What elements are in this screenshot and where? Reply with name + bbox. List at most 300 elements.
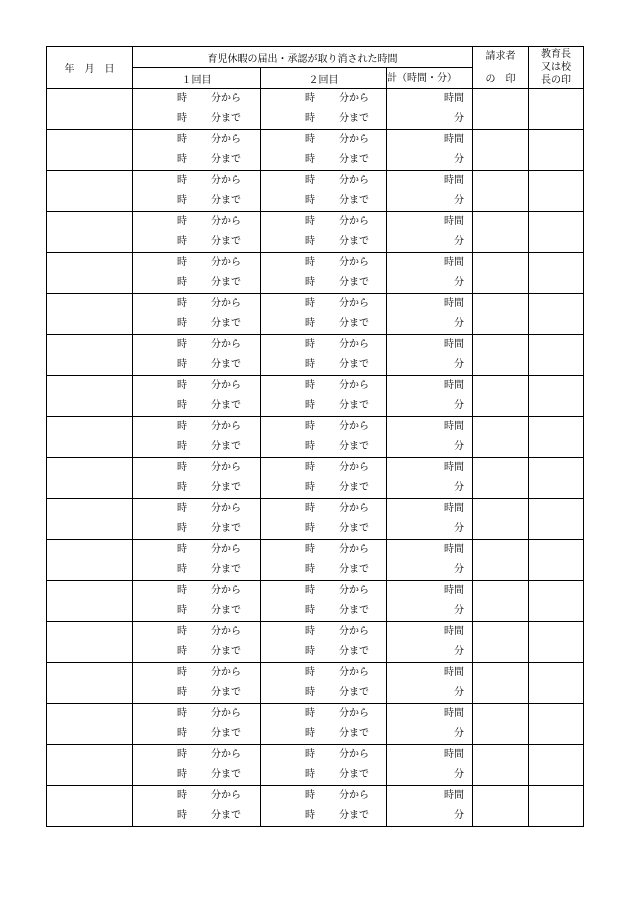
hours-line [387, 253, 472, 273]
minutes-line [387, 642, 472, 662]
hour-label: 時 [177, 339, 187, 350]
until-label: 分まで [211, 400, 241, 411]
hour-label: 時 [305, 708, 315, 719]
entry-row [47, 376, 584, 417]
hour-label: 時 [177, 277, 187, 288]
from-label: 分から [211, 462, 241, 473]
hours-label: 時間 [444, 216, 465, 227]
minutes-line [387, 683, 472, 703]
second-time-header: ２回目 [261, 68, 387, 89]
hour-label: 時 [177, 667, 187, 678]
from-label: 分から [211, 544, 241, 555]
first-time-cell[interactable] [133, 581, 261, 622]
hour-label: 時 [305, 564, 315, 575]
minutes-label: 分 [454, 441, 465, 452]
total-cell[interactable] [387, 130, 473, 171]
principal-seal-cell[interactable] [529, 458, 584, 499]
second-time-cell[interactable] [261, 786, 387, 827]
until-label: 分まで [211, 810, 241, 821]
total-cell[interactable] [387, 417, 473, 458]
minutes-label: 分 [454, 400, 465, 411]
hour-label: 時 [177, 257, 187, 268]
minutes-label: 分 [454, 810, 465, 821]
hour-label: 時 [177, 523, 187, 534]
until-label: 分まで [211, 523, 241, 534]
requester-seal-cell[interactable] [473, 458, 529, 499]
second-time-cell[interactable] [261, 417, 387, 458]
principal-seal-cell[interactable] [529, 294, 584, 335]
hour-label: 時 [177, 318, 187, 329]
second-time-cell[interactable] [261, 171, 387, 212]
hours-line [387, 458, 472, 478]
date-cell[interactable] [47, 89, 133, 130]
principal-seal-cell[interactable] [529, 417, 584, 458]
from-label: 分から [211, 708, 241, 719]
requester-seal-cell[interactable] [473, 89, 529, 130]
minutes-line [387, 765, 472, 785]
hour-label: 時 [177, 134, 187, 145]
hour-label: 時 [177, 503, 187, 514]
end-line [261, 396, 386, 416]
from-label: 分から [211, 93, 241, 104]
requester-seal-cell[interactable] [473, 417, 529, 458]
end-line [261, 232, 386, 252]
hour-label: 時 [177, 195, 187, 206]
second-time-cell[interactable] [261, 376, 387, 417]
from-label: 分から [339, 421, 369, 432]
date-cell[interactable] [47, 253, 133, 294]
from-label: 分から [211, 421, 241, 432]
hours-line [387, 294, 472, 314]
hour-label: 時 [177, 236, 187, 247]
hour-label: 時 [177, 564, 187, 575]
start-line [133, 540, 260, 560]
hours-line [387, 89, 472, 109]
end-line [261, 642, 386, 662]
date-cell[interactable] [47, 458, 133, 499]
total-cell[interactable] [387, 253, 473, 294]
hours-label: 時間 [444, 175, 465, 186]
minutes-line [387, 355, 472, 375]
minutes-line [387, 437, 472, 457]
entry-row [47, 581, 584, 622]
start-line [133, 581, 260, 601]
end-line [133, 109, 260, 129]
until-label: 分まで [339, 359, 369, 370]
start-line [261, 212, 386, 232]
second-time-cell[interactable] [261, 458, 387, 499]
date-cell[interactable] [47, 212, 133, 253]
first-time-cell[interactable] [133, 294, 261, 335]
hour-label: 時 [305, 134, 315, 145]
end-line [133, 765, 260, 785]
start-line [261, 499, 386, 519]
date-cell[interactable] [47, 581, 133, 622]
end-line [133, 355, 260, 375]
minutes-label: 分 [454, 564, 465, 575]
end-line [261, 314, 386, 334]
from-label: 分から [339, 626, 369, 637]
total-cell[interactable] [387, 704, 473, 745]
hour-label: 時 [177, 93, 187, 104]
total-cell[interactable] [387, 294, 473, 335]
hour-label: 時 [177, 462, 187, 473]
until-label: 分まで [211, 441, 241, 452]
total-cell[interactable] [387, 376, 473, 417]
minutes-label: 分 [454, 277, 465, 288]
principal-seal-cell[interactable] [529, 171, 584, 212]
hours-label: 時間 [444, 667, 465, 678]
principal-seal-cell[interactable] [529, 581, 584, 622]
minutes-label: 分 [454, 769, 465, 780]
date-cell[interactable] [47, 786, 133, 827]
hour-label: 時 [177, 728, 187, 739]
hours-label: 時間 [444, 134, 465, 145]
from-label: 分から [211, 503, 241, 514]
date-cell[interactable] [47, 376, 133, 417]
requester-seal-cell[interactable] [473, 581, 529, 622]
requester-seal-cell[interactable] [473, 130, 529, 171]
minutes-line [387, 150, 472, 170]
requester-seal-cell[interactable] [473, 540, 529, 581]
requester-seal-cell[interactable] [473, 622, 529, 663]
start-line [261, 417, 386, 437]
hour-label: 時 [305, 667, 315, 678]
second-time-cell[interactable] [261, 540, 387, 581]
first-time-cell[interactable] [133, 171, 261, 212]
end-line [261, 765, 386, 785]
hour-label: 時 [305, 605, 315, 616]
start-line [133, 499, 260, 519]
end-line [133, 273, 260, 293]
hour-label: 時 [177, 769, 187, 780]
second-time-cell[interactable] [261, 745, 387, 786]
first-time-cell[interactable] [133, 212, 261, 253]
requester-seal-cell[interactable] [473, 212, 529, 253]
requester-seal-cell[interactable] [473, 253, 529, 294]
from-label: 分から [339, 462, 369, 473]
start-line [133, 458, 260, 478]
hour-label: 時 [305, 154, 315, 165]
principal-seal-cell[interactable] [529, 704, 584, 745]
until-label: 分まで [211, 646, 241, 657]
start-line [261, 253, 386, 273]
end-line [261, 724, 386, 744]
first-time-cell[interactable] [133, 786, 261, 827]
until-label: 分まで [339, 400, 369, 411]
requester-seal-cell[interactable] [473, 745, 529, 786]
start-line [261, 130, 386, 150]
hours-label: 時間 [444, 503, 465, 514]
minutes-line [387, 724, 472, 744]
until-label: 分まで [339, 769, 369, 780]
start-line [133, 171, 260, 191]
hours-line [387, 376, 472, 396]
end-line [261, 109, 386, 129]
date-cell[interactable] [47, 745, 133, 786]
until-label: 分まで [339, 605, 369, 616]
hours-line [387, 704, 472, 724]
until-label: 分まで [211, 482, 241, 493]
principal-seal-cell[interactable] [529, 253, 584, 294]
hours-label: 時間 [444, 339, 465, 350]
first-time-cell[interactable] [133, 622, 261, 663]
principal-seal-cell[interactable] [529, 786, 584, 827]
start-line [261, 540, 386, 560]
hour-label: 時 [177, 216, 187, 227]
hour-label: 時 [177, 708, 187, 719]
until-label: 分まで [211, 564, 241, 575]
hour-label: 時 [305, 236, 315, 247]
second-time-cell[interactable] [261, 581, 387, 622]
end-line [261, 560, 386, 580]
minutes-line [387, 109, 472, 129]
end-line [261, 806, 386, 826]
minutes-label: 分 [454, 154, 465, 165]
first-time-cell[interactable] [133, 458, 261, 499]
entry-row [47, 458, 584, 499]
start-line [133, 335, 260, 355]
from-label: 分から [339, 93, 369, 104]
principal-seal-cell[interactable] [529, 499, 584, 540]
second-time-cell[interactable] [261, 335, 387, 376]
end-line [133, 232, 260, 252]
second-time-cell[interactable] [261, 130, 387, 171]
requester-seal-cell[interactable] [473, 335, 529, 376]
until-label: 分まで [339, 318, 369, 329]
end-line [133, 519, 260, 539]
minutes-label: 分 [454, 113, 465, 124]
date-cell[interactable] [47, 499, 133, 540]
requester-seal-cell[interactable] [473, 376, 529, 417]
start-line [133, 417, 260, 437]
requester-seal-cell[interactable] [473, 294, 529, 335]
first-time-cell[interactable] [133, 417, 261, 458]
until-label: 分まで [211, 687, 241, 698]
second-time-cell[interactable] [261, 294, 387, 335]
principal-seal-cell[interactable] [529, 130, 584, 171]
date-cell[interactable] [47, 704, 133, 745]
hours-label: 時間 [444, 462, 465, 473]
end-line [133, 396, 260, 416]
total-cell[interactable] [387, 89, 473, 130]
date-cell[interactable] [47, 171, 133, 212]
first-time-cell[interactable] [133, 335, 261, 376]
from-label: 分から [211, 175, 241, 186]
total-cell[interactable] [387, 745, 473, 786]
date-cell[interactable] [47, 663, 133, 704]
start-line [261, 294, 386, 314]
from-label: 分から [211, 790, 241, 801]
end-line [133, 683, 260, 703]
hours-line [387, 417, 472, 437]
entry-row [47, 212, 584, 253]
first-time-cell[interactable] [133, 253, 261, 294]
second-time-cell[interactable] [261, 89, 387, 130]
date-cell[interactable] [47, 417, 133, 458]
requester-seal-cell[interactable] [473, 499, 529, 540]
minutes-line [387, 191, 472, 211]
from-label: 分から [211, 380, 241, 391]
hour-label: 時 [305, 277, 315, 288]
start-line [261, 622, 386, 642]
from-label: 分から [339, 503, 369, 514]
date-cell[interactable] [47, 622, 133, 663]
hours-label: 時間 [444, 298, 465, 309]
hour-label: 時 [305, 626, 315, 637]
from-label: 分から [339, 544, 369, 555]
minutes-label: 分 [454, 523, 465, 534]
until-label: 分まで [211, 195, 241, 206]
first-time-cell[interactable] [133, 130, 261, 171]
minutes-label: 分 [454, 728, 465, 739]
total-cell[interactable] [387, 622, 473, 663]
end-line [261, 191, 386, 211]
date-header: 年 月 日 [47, 47, 133, 89]
until-label: 分まで [339, 154, 369, 165]
second-time-cell[interactable] [261, 704, 387, 745]
second-time-cell[interactable] [261, 212, 387, 253]
entry-rows [47, 89, 584, 827]
date-cell[interactable] [47, 130, 133, 171]
principal-label-3: 長の印 [541, 75, 572, 86]
total-cell[interactable] [387, 171, 473, 212]
hours-label: 時間 [444, 749, 465, 760]
total-cell[interactable] [387, 212, 473, 253]
start-line [261, 89, 386, 109]
second-time-cell[interactable] [261, 499, 387, 540]
entry-row [47, 253, 584, 294]
date-cell[interactable] [47, 540, 133, 581]
minutes-label: 分 [454, 236, 465, 247]
date-cell[interactable] [47, 294, 133, 335]
until-label: 分まで [339, 277, 369, 288]
hours-line [387, 130, 472, 150]
first-time-cell[interactable] [133, 704, 261, 745]
minutes-line [387, 560, 472, 580]
minutes-line [387, 601, 472, 621]
minutes-label: 分 [454, 687, 465, 698]
first-time-cell[interactable] [133, 745, 261, 786]
hour-label: 時 [305, 544, 315, 555]
from-label: 分から [211, 216, 241, 227]
requester-seal-cell[interactable] [473, 171, 529, 212]
start-line [261, 663, 386, 683]
start-line [261, 581, 386, 601]
first-time-cell[interactable] [133, 540, 261, 581]
requester-seal-cell[interactable] [473, 663, 529, 704]
hours-label: 時間 [444, 585, 465, 596]
principal-seal-cell[interactable] [529, 212, 584, 253]
total-cell[interactable] [387, 540, 473, 581]
first-time-cell[interactable] [133, 499, 261, 540]
minutes-line [387, 273, 472, 293]
total-cell[interactable] [387, 581, 473, 622]
hour-label: 時 [305, 687, 315, 698]
requester-seal-cell[interactable] [473, 704, 529, 745]
hours-line [387, 622, 472, 642]
from-label: 分から [339, 257, 369, 268]
until-label: 分まで [211, 277, 241, 288]
hour-label: 時 [305, 790, 315, 801]
principal-label-1: 教育長 [541, 49, 572, 60]
until-label: 分まで [211, 154, 241, 165]
hours-line [387, 581, 472, 601]
hours-label: 時間 [444, 790, 465, 801]
hours-label: 時間 [444, 93, 465, 104]
requester-label: 請求者 [485, 50, 516, 62]
hour-label: 時 [305, 257, 315, 268]
entry-row [47, 540, 584, 581]
hour-label: 時 [177, 646, 187, 657]
minutes-line [387, 478, 472, 498]
from-label: 分から [211, 749, 241, 760]
date-cell[interactable] [47, 335, 133, 376]
end-line [133, 191, 260, 211]
hour-label: 時 [305, 749, 315, 760]
total-cell[interactable] [387, 499, 473, 540]
first-time-cell[interactable] [133, 376, 261, 417]
hour-label: 時 [177, 113, 187, 124]
principal-seal-cell[interactable] [529, 89, 584, 130]
hour-label: 時 [305, 175, 315, 186]
end-line [261, 437, 386, 457]
hour-label: 時 [177, 359, 187, 370]
start-line [261, 458, 386, 478]
hour-label: 時 [177, 482, 187, 493]
start-line [133, 89, 260, 109]
principal-seal-cell[interactable] [529, 376, 584, 417]
hours-line [387, 335, 472, 355]
minutes-label: 分 [454, 359, 465, 370]
principal-seal-cell[interactable] [529, 540, 584, 581]
end-line [133, 437, 260, 457]
hours-label: 時間 [444, 257, 465, 268]
minutes-label: 分 [454, 318, 465, 329]
principal-seal-cell[interactable] [529, 622, 584, 663]
minutes-line [387, 232, 472, 252]
principal-seal-cell[interactable] [529, 335, 584, 376]
total-cell[interactable] [387, 335, 473, 376]
first-time-cell[interactable] [133, 89, 261, 130]
end-line [133, 560, 260, 580]
from-label: 分から [211, 339, 241, 350]
second-time-cell[interactable] [261, 622, 387, 663]
entry-row [47, 786, 584, 827]
first-time-cell[interactable] [133, 663, 261, 704]
hours-line [387, 212, 472, 232]
requester-seal-header [473, 47, 529, 89]
principal-seal-cell[interactable] [529, 745, 584, 786]
from-label: 分から [339, 339, 369, 350]
entry-row [47, 294, 584, 335]
hour-label: 時 [177, 626, 187, 637]
hours-label: 時間 [444, 708, 465, 719]
second-time-cell[interactable] [261, 253, 387, 294]
total-cell[interactable] [387, 458, 473, 499]
from-label: 分から [339, 380, 369, 391]
second-time-cell[interactable] [261, 663, 387, 704]
start-line [133, 622, 260, 642]
minutes-label: 分 [454, 482, 465, 493]
total-cell[interactable] [387, 786, 473, 827]
start-line [261, 745, 386, 765]
hour-label: 時 [177, 441, 187, 452]
hour-label: 時 [305, 482, 315, 493]
principal-seal-cell[interactable] [529, 663, 584, 704]
requester-seal-cell[interactable] [473, 786, 529, 827]
total-cell[interactable] [387, 663, 473, 704]
